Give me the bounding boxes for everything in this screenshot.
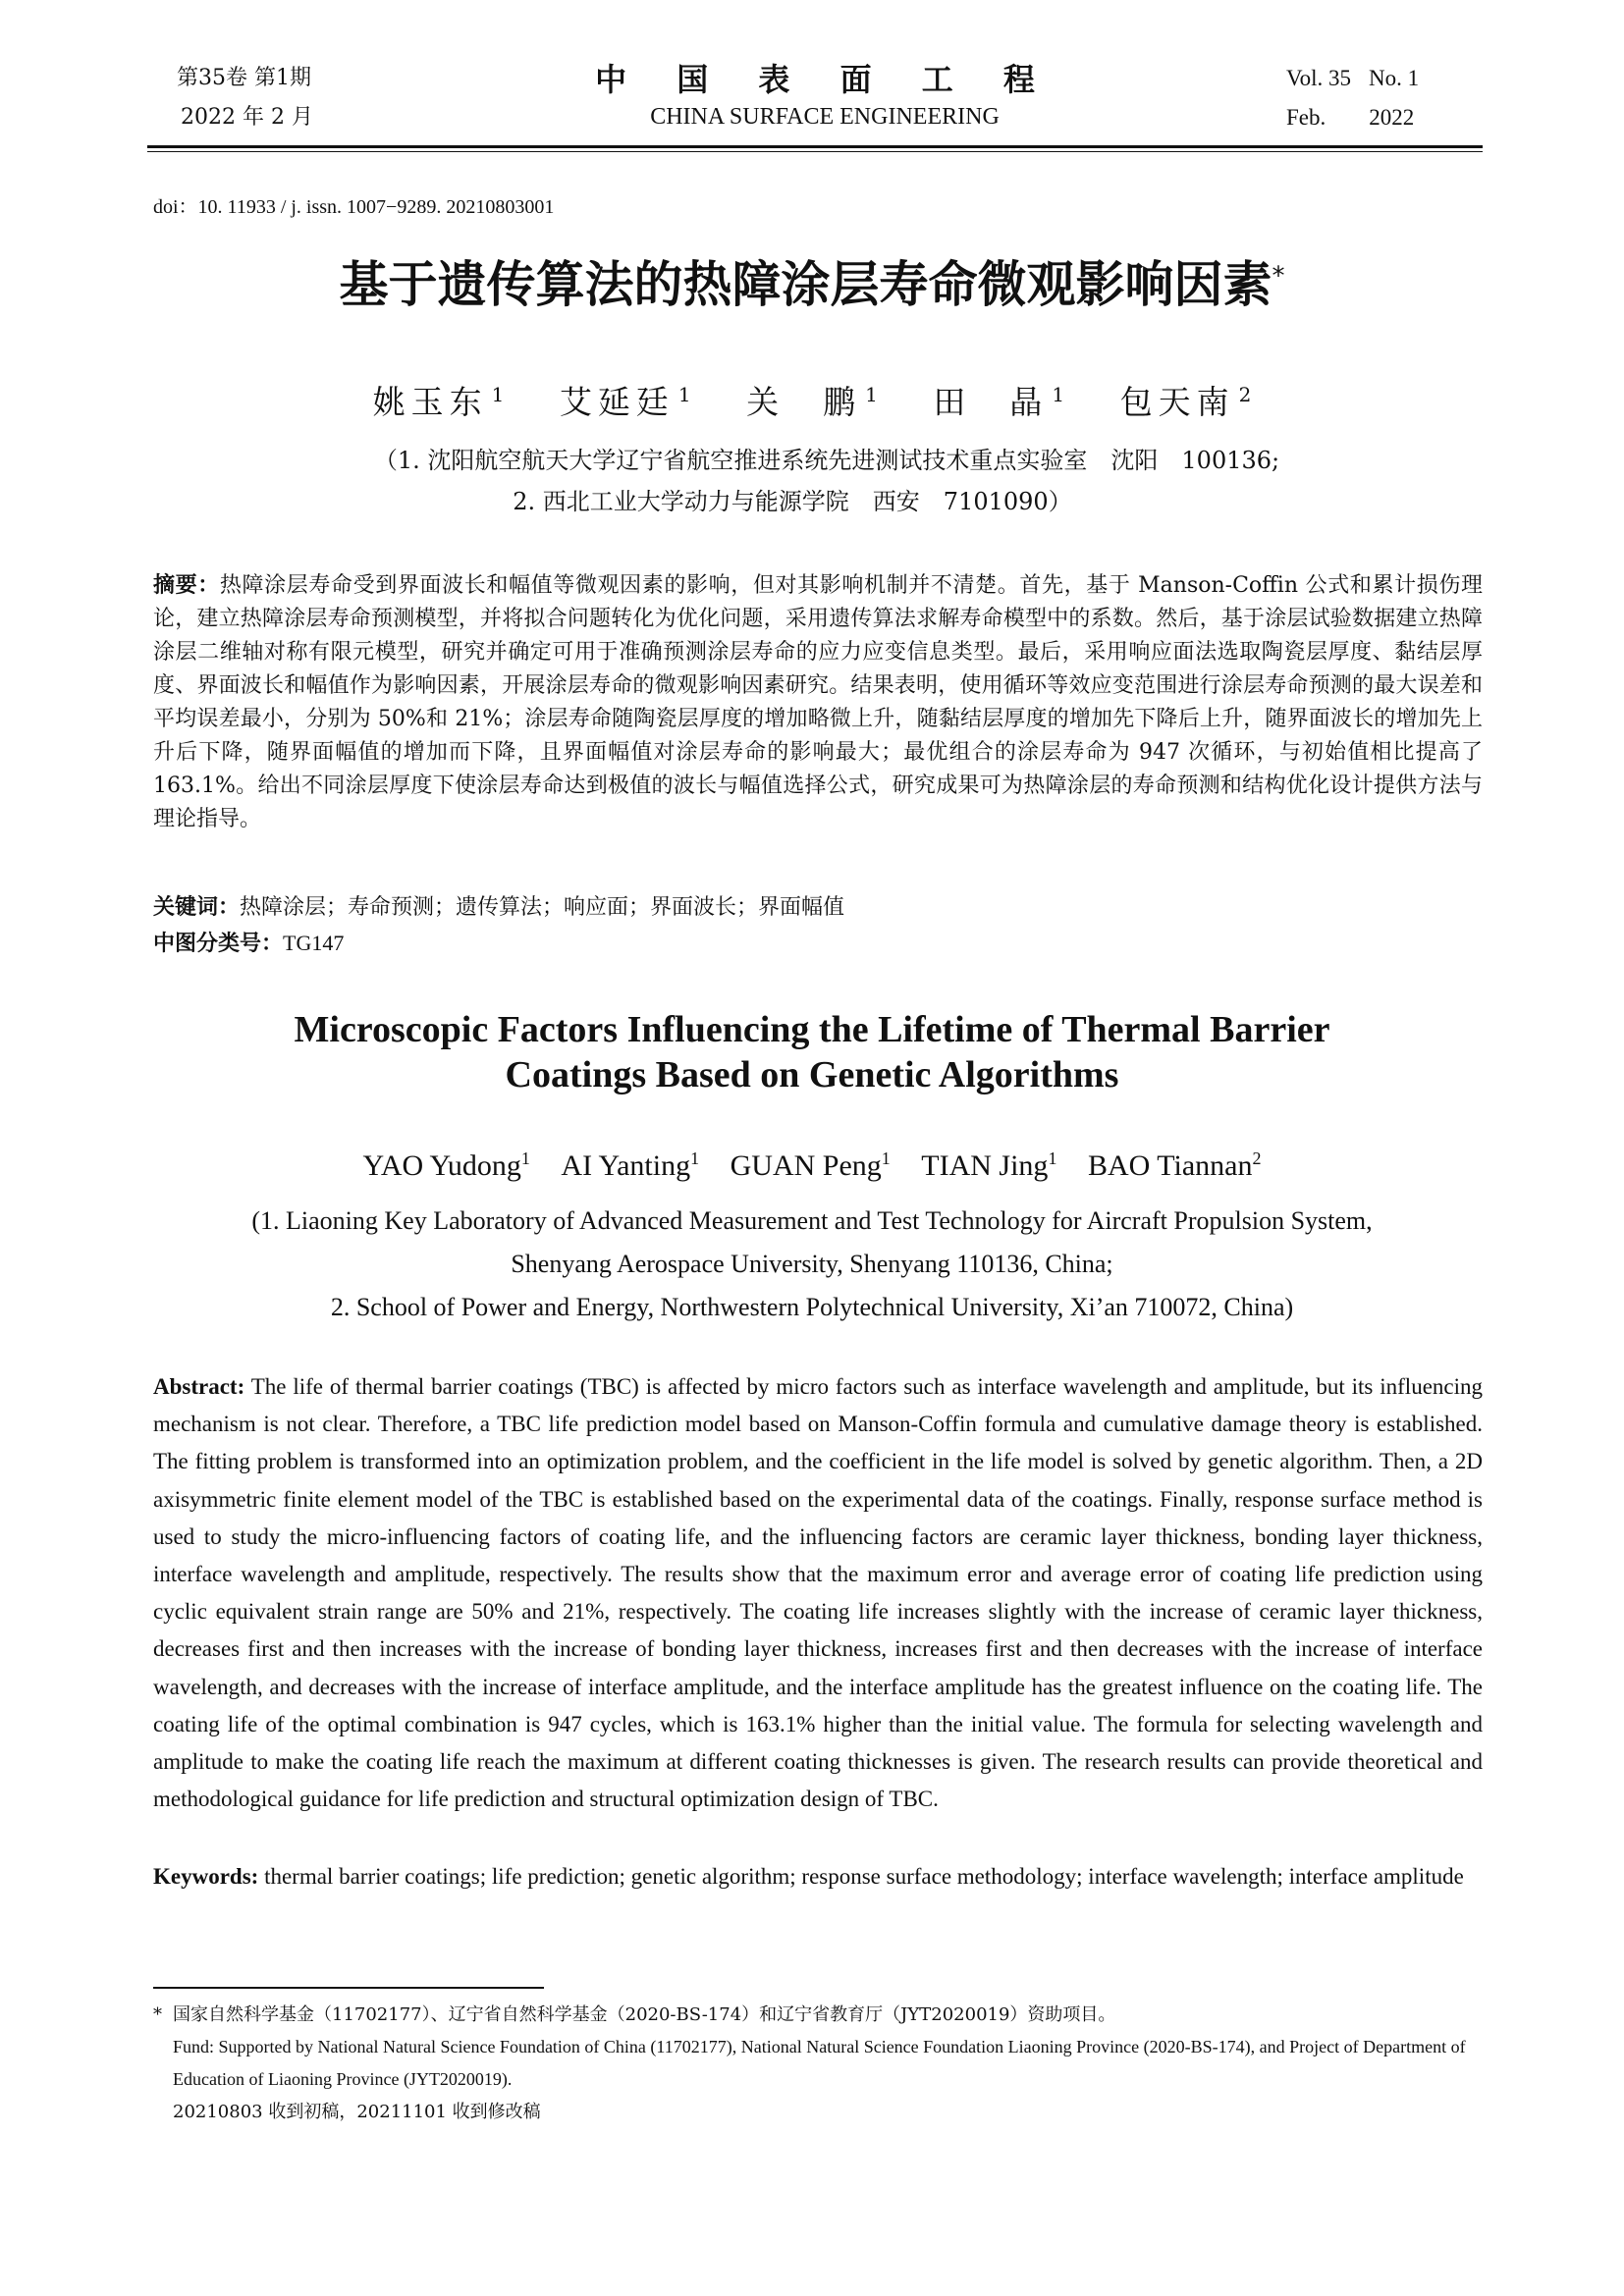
journal-title-en: CHINA SURFACE ENGINEERING xyxy=(650,104,1000,130)
month-en: Feb. xyxy=(1286,105,1326,130)
author-en: GUAN Peng$^1$ xyxy=(730,1148,891,1182)
author-en: AI Yanting$^1$ xyxy=(561,1148,700,1182)
author-cn: 姚玉东 $^1$ xyxy=(372,383,505,421)
author-en: TIAN Jing$^1$ xyxy=(921,1148,1057,1182)
keywords-cn xyxy=(153,891,1483,925)
doi[interactable]: doi：10. 11933 / j. issn. 1007−9289. 20210803001 xyxy=(153,196,555,218)
header-rule-thick xyxy=(147,145,1483,148)
paper-title-cn xyxy=(0,245,1624,316)
volume-en: Vol. 35 xyxy=(1286,66,1352,90)
title-footnote-mark[interactable]: * xyxy=(1272,261,1285,292)
keywords-cn-label: 关键词： xyxy=(153,895,241,920)
fund-en: Fund: Supported by National Natural Science Foundation of China (11702177), National Natural Science Foundation Liaoning Province (2020-BS-174), and Project of Department of Education of Liaoning Province (JYT2020019). xyxy=(173,2037,1466,2089)
paper-title-en-line-1: Microscopic Factors Influencing the Lifetime of Thermal Barrier xyxy=(294,1009,1330,1050)
paper-title-en-line-2: Coatings Based on Genetic Algorithms xyxy=(505,1054,1119,1095)
classification-cn-code: TG147 xyxy=(283,931,345,955)
received-dates: 20210803 收到初稿，20211101 收到修改稿 xyxy=(173,2102,541,2122)
paper-title-en xyxy=(147,1007,1477,1097)
author-cn: 包天南 $^2$ xyxy=(1119,383,1252,421)
classification-cn xyxy=(153,927,344,961)
affiliation-en-1: (1. Liaoning Key Laboratory of Advanced Measurement and Test Technology for Aircraft Propulsion System, xyxy=(251,1206,1373,1235)
affiliation-en-2: 2. School of Power and Energy, Northwestern Polytechnical University, Xi’an 710072, China) xyxy=(330,1293,1294,1321)
affiliations-en xyxy=(0,1200,1624,1329)
footnote-rule xyxy=(153,1987,544,1989)
volume-issue-cn: 第35卷 第1期 xyxy=(177,66,311,90)
abstract-cn xyxy=(153,569,1483,836)
abstract-cn-text: 热障涂层寿命受到界面波长和幅值等微观因素的影响，但对其影响机制并不清楚。首先，基于 Manson-Coffin 公式和累计损伤理论，建立热障涂层寿命预测模型，并将拟合问题转化为优化问题，采用遗传算法求解寿命模型中的系数。然后，基于涂层试验数据建立热障涂层二维轴对称有限元模型，研究并确定可用于准确预测涂层寿命的应力应变信息类型。最后，采用响应面法选取陶瓷层厚度、黏结层厚度、界面波长和幅值作为影响因素，开展涂层寿命的微观影响因素研究。结果表明，使用循环等效应变范围进行涂层寿命预测的最大误差和平均误差最小，分别为 50%和 21%；涂层寿命随陶瓷层厚度的增加略微上升，随黏结层厚度的增加先下降后上升，随界面波长的增加先上升后下降，随界面幅值的增加而下降，且界面幅值对涂层寿命的影响最大；最优组合的涂层寿命为 947 次循环，与初始值相比提高了 163.1%。给出不同涂层厚度下使涂层寿命达到极值的波长与幅值选择公式，研究成果可为热障涂层的寿命预测和结构优化设计提供方法与理论指导。 xyxy=(153,573,1483,831)
author-cn: 关 鹏 $^1$ xyxy=(746,383,878,421)
affiliation-cn-1: （1. 沈阳航空航天大学辽宁省航空推进系统先进测试技术重点实验室 沈阳 100136; xyxy=(373,447,1280,474)
footnote-mark: * xyxy=(153,2004,162,2025)
abstract-en-label: Abstract: xyxy=(153,1374,245,1399)
affiliations-cn xyxy=(0,440,1624,522)
footnote xyxy=(153,1999,1483,2128)
keywords-en xyxy=(153,1858,1483,1896)
authors-cn xyxy=(0,377,1624,423)
author-cn: 艾延廷 $^1$ xyxy=(559,383,691,421)
affiliation-cn-2: 2. 西北工业大学动力与能源学院 西安 7101090） xyxy=(513,488,1072,515)
author-cn: 田 晶 $^1$ xyxy=(933,383,1065,421)
header-rule-thin xyxy=(147,151,1483,152)
fund-cn: * 国家自然科学基金（11702177）、辽宁省自然科学基金（2020-BS-174）和辽宁省教育厅（JYT2020019）资助项目。 xyxy=(153,1999,1483,2031)
journal-title-cn: 中 国 表 面 工 程 xyxy=(595,61,1055,98)
classification-cn-label: 中图分类号： xyxy=(153,932,284,956)
authors-en xyxy=(0,1148,1624,1183)
issue-info-cn xyxy=(177,59,313,137)
abstract-en xyxy=(153,1368,1483,1818)
date-cn: 2022 年 2 月 xyxy=(181,105,313,130)
abstract-cn-label: 摘要： xyxy=(153,573,220,598)
author-en: YAO Yudong$^1$ xyxy=(362,1148,530,1182)
keywords-cn-text: 热障涂层；寿命预测；遗传算法；响应面；界面波长；界面幅值 xyxy=(240,895,845,920)
keywords-en-text: thermal barrier coatings; life prediction; genetic algorithm; response surface methodology; interface wavelength; interface amplitude xyxy=(258,1864,1464,1889)
year-en: 2022 xyxy=(1369,105,1415,130)
issue-en: No. 1 xyxy=(1369,66,1420,90)
keywords-en-label: Keywords: xyxy=(153,1864,259,1889)
affiliation-en-1-cont: Shenyang Aerospace University, Shenyang 110136, China; xyxy=(511,1250,1113,1278)
abstract-en-text: The life of thermal barrier coatings (TBC) is affected by micro factors such as interface wavelength and amplitude, but its influencing mechanism is not clear. Therefore, a TBC life prediction model based on Manson-Coffin formula and cumulative damage theory is established. The fitting problem is transformed into an optimization problem, and the coefficient in the life model is solved by genetic algorithm. Then, a 2D axisymmetric finite element model of the TBC is established based on the experimental data of the coatings. Finally, response surface method is used to study the micro-influencing factors of coating life, and the influencing factors are ceramic layer thickness, bonding layer thickness, interface wavelength and amplitude, respectively. The results show that the maximum error and average error of coating life prediction using cyclic equivalent strain range are 50% and 21%, respectively. The coating life increases slightly with the increase of ceramic layer thickness, decreases first and then increases with the increase of bonding layer thickness, increases first and then decreases with the increase of interface wavelength, and decreases with the increase of interface amplitude, and the interface amplitude has the greatest influence on the coating life. The coating life of the optimal combination is 947 cycles, which is 163.1% higher than the initial value. The formula for selecting wavelength and amplitude to make the coating life reach the maximum at different coating thicknesses is given. The research results can provide theoretical and methodological guidance for life prediction and structural optimization design of TBC. xyxy=(153,1374,1483,1812)
issue-info-en xyxy=(1286,59,1419,137)
paper-title-cn-text: 基于遗传算法的热障涂层寿命微观影响因素 xyxy=(339,256,1272,313)
author-en: BAO Tiannan$^2$ xyxy=(1087,1148,1262,1182)
